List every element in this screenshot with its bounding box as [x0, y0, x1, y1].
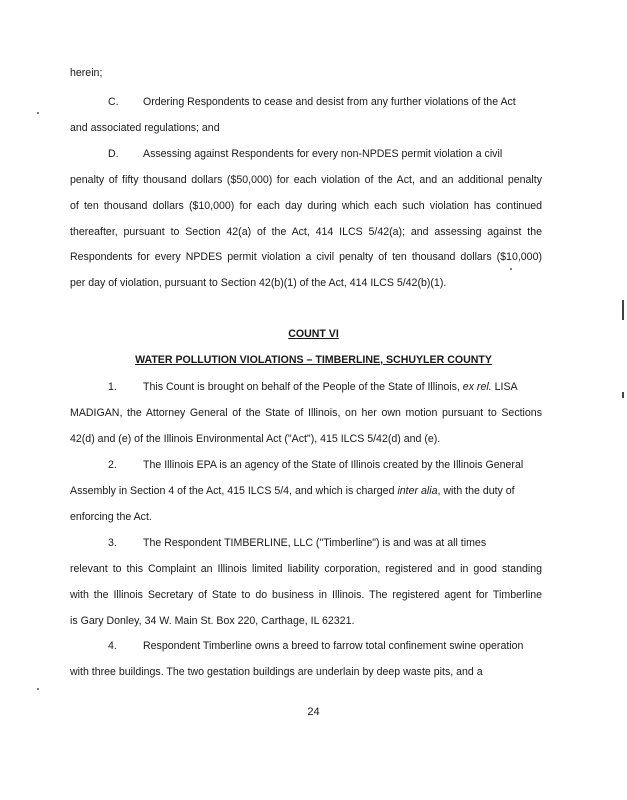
- scan-edge-mark: [622, 300, 624, 320]
- para-2-text: Assembly in Section 4 of the Act, 415 ILCS 5/4, and which is charged: [70, 485, 395, 497]
- item-d-line-4: thereafter, pursuant to Section 42(a) of the Act, 414 ILCS 5/42(a); and assessing against the: [70, 226, 542, 238]
- item-d-text: Assessing against Respondents for every non-NPDES permit violation a civil: [143, 148, 503, 160]
- scan-edge-mark: [622, 392, 624, 398]
- item-c-continuation: and associated regulations; and: [70, 122, 220, 134]
- para-1-line-3: 42(d) and (e) of the Illinois Environmental Act ("Act"), 415 ILCS 5/42(d) and (e).: [70, 433, 441, 445]
- count-subheading: WATER POLLUTION VIOLATIONS – TIMBERLINE, SCHUYLER COUNTY: [135, 354, 492, 366]
- item-d-line-2: penalty of fifty thousand dollars ($50,000) for each violation of the Act, and an additional penalty: [70, 174, 542, 186]
- item-d-line-3: of ten thousand dollars ($10,000) for each day during which each such violation has continued: [70, 200, 542, 212]
- para-2-line-3: enforcing the Act.: [70, 511, 152, 523]
- para-1-italic: ex rel.: [462, 381, 492, 393]
- item-d-line-6: per day of violation, pursuant to Section 42(b)(1) of the Act, 414 ILCS 5/42(b)(1).: [70, 277, 447, 289]
- page-number: 24: [307, 706, 320, 718]
- para-1-label: 1.: [108, 381, 117, 393]
- scan-speck: [510, 268, 512, 270]
- item-d-label: D.: [108, 148, 119, 160]
- para-2-italic: inter alia: [397, 485, 438, 497]
- para-3-line-4: is Gary Donley, 34 W. Main St. Box 220, Carthage, IL 62321.: [70, 615, 355, 627]
- scan-speck: [37, 688, 39, 690]
- para-3-line-2: relevant to this Complaint an Illinois limited liability corporation, registered and in good standing: [70, 563, 542, 575]
- para-2-label: 2.: [108, 459, 117, 471]
- item-c-label: C.: [108, 96, 119, 108]
- para-4-line-2: with three buildings. The two gestation buildings are underlain by deep waste pits, and a: [70, 666, 483, 678]
- count-heading: COUNT VI: [288, 328, 339, 340]
- para-2-line-2: [70, 485, 515, 498]
- para-1-line-1: [143, 381, 518, 394]
- scan-speck: [37, 112, 39, 114]
- para-1-line-2: MADIGAN, the Attorney General of the State of Illinois, on her own motion pursuant to Sections: [70, 407, 542, 419]
- para-4-label: 4.: [108, 640, 117, 652]
- para-2-end: , with the duty of: [437, 485, 515, 497]
- item-c-text: Ordering Respondents to cease and desist from any further violations of the Act: [143, 96, 516, 108]
- para-1-text: This Count is brought on behalf of the People of the State of Illinois,: [143, 381, 460, 393]
- item-d-line-5: Respondents for every NPDES permit violation a civil penalty of ten thousand dollars ($10,000): [70, 251, 542, 263]
- para-3-line-1: The Respondent TIMBERLINE, LLC ("Timberline") is and was at all times: [143, 537, 487, 549]
- para-3-line-3: with the Illinois Secretary of State to do business in Illinois. The registered agent for Timberline: [70, 589, 542, 601]
- para-4-line-1: Respondent Timberline owns a breed to farrow total confinement swine operation: [143, 640, 524, 652]
- text-line-herein: herein;: [70, 67, 103, 79]
- para-1-end: LISA: [494, 381, 518, 393]
- para-3-label: 3.: [108, 537, 117, 549]
- para-2-line-1: The Illinois EPA is an agency of the State of Illinois created by the Illinois General: [143, 459, 524, 471]
